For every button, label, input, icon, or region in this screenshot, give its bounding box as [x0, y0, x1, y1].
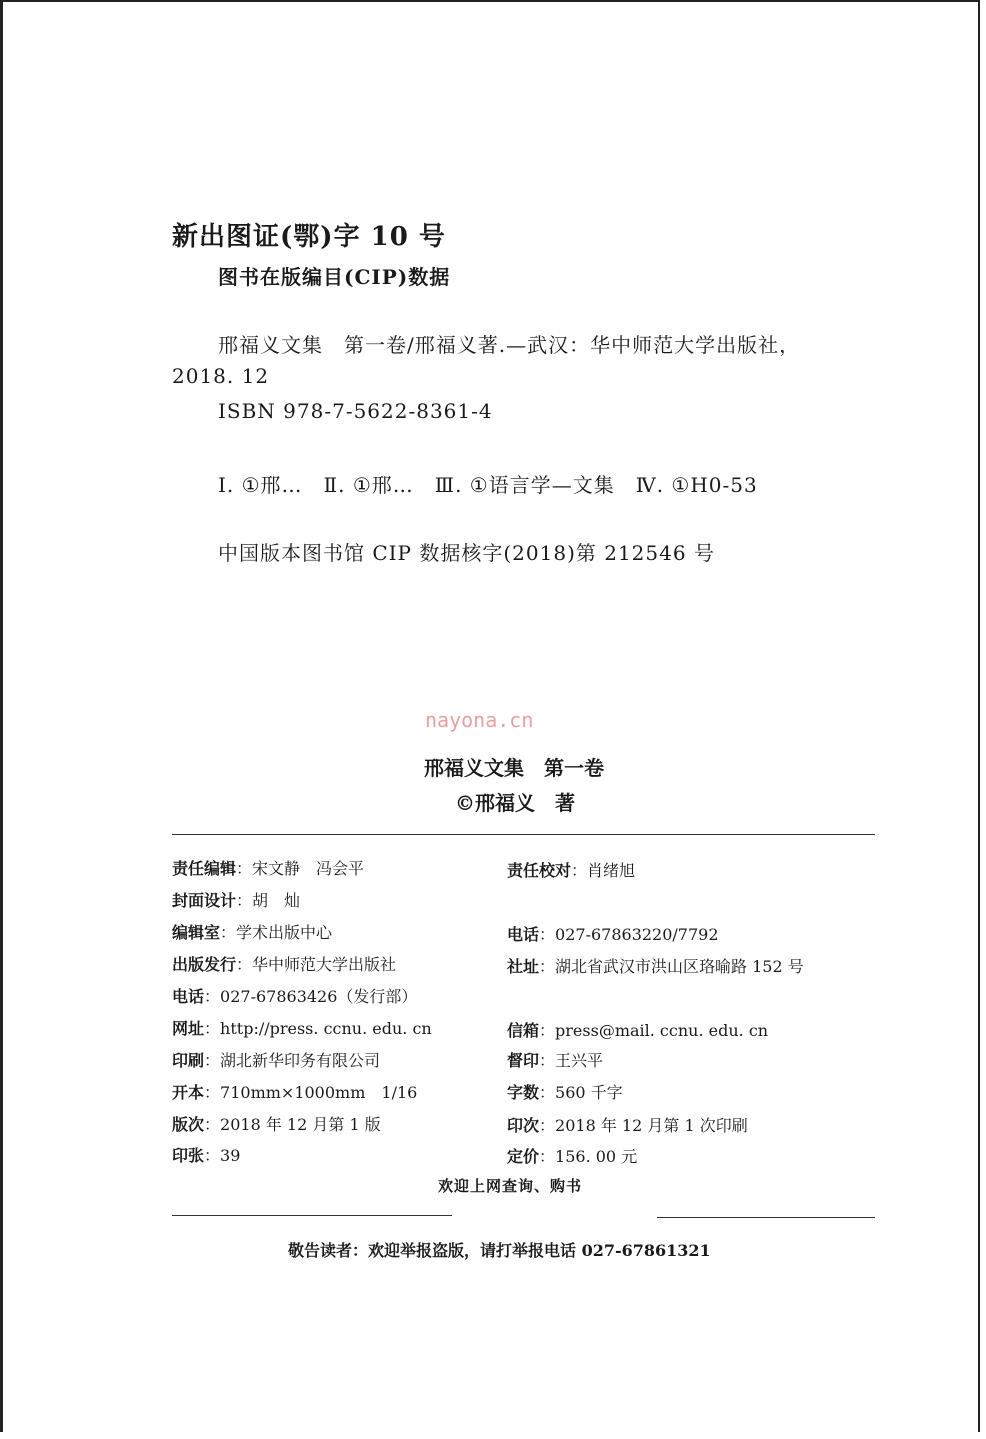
field-value: 560 千字 — [555, 1083, 623, 1102]
cip-verification: 中国版本图书馆 CIP 数据核字(2018)第 212546 号 — [218, 541, 715, 565]
field-value: 710mm×1000mm 1/16 — [220, 1083, 418, 1102]
field-value: 2018 年 12 月第 1 版 — [220, 1115, 381, 1134]
field-format: 开本：710mm×1000mm 1/16 — [172, 1083, 418, 1102]
field-value: 027-67863426（发行部） — [220, 987, 418, 1006]
field-label: 督印 — [507, 1051, 540, 1070]
field-label: 定价 — [507, 1147, 540, 1166]
field-value: 027-67863220/7792 — [555, 925, 719, 944]
field-value: 156. 00 元 — [555, 1147, 638, 1166]
field-value: 湖北新华印务有限公司 — [220, 1051, 381, 1070]
field-website: 网址：http://press. ccnu. edu. cn — [172, 1019, 432, 1038]
cip-title-line: 邢福义文集 第一卷/邢福义著.—武汉：华中师范大学出版社， — [218, 333, 801, 357]
field-printer: 印刷：湖北新华印务有限公司 — [172, 1051, 381, 1070]
field-label: 封面设计 — [172, 891, 237, 910]
field-label: 电话 — [507, 925, 540, 944]
field-sales-phone: 电话：027-67863426（发行部） — [172, 987, 418, 1006]
field-editor: 责任编辑：宋文静 冯会平 — [172, 859, 365, 878]
top-divider — [172, 834, 875, 835]
field-publisher: 出版发行：华中师范大学出版社 — [172, 955, 397, 974]
watermark: nayona.cn — [425, 708, 534, 732]
bottom-divider-left — [172, 1215, 452, 1216]
field-label: 出版发行 — [172, 955, 237, 974]
field-edition: 版次：2018 年 12 月第 1 版 — [172, 1115, 381, 1134]
field-value: 王兴平 — [555, 1051, 604, 1070]
field-value: 华中师范大学出版社 — [252, 955, 397, 974]
cip-isbn: ISBN 978-7-5622-8361-4 — [218, 399, 493, 423]
field-cover-design: 封面设计：胡 灿 — [172, 891, 301, 910]
field-label: 字数 — [507, 1083, 540, 1102]
field-value: 肖绪旭 — [587, 861, 636, 880]
field-label: 印次 — [507, 1116, 540, 1135]
cip-date-line: 2018. 12 — [172, 364, 270, 388]
field-label: 印刷 — [172, 1051, 205, 1070]
book-title: 邢福义文集 第一卷 — [424, 756, 604, 780]
field-value: press@mail. ccnu. edu. cn — [555, 1021, 769, 1040]
field-label: 编辑室 — [172, 923, 221, 942]
field-value: 宋文静 冯会平 — [252, 859, 365, 878]
field-label: 开本 — [172, 1083, 205, 1102]
publishing-permit: 新出图证(鄂)字 10 号 — [172, 222, 446, 252]
field-value: 2018 年 12 月第 1 次印刷 — [555, 1116, 748, 1135]
copyright-line: ©邢福义 著 — [455, 791, 575, 815]
field-printing: 印次：2018 年 12 月第 1 次印刷 — [507, 1116, 748, 1135]
field-value: 学术出版中心 — [236, 923, 333, 942]
field-label: 版次 — [172, 1115, 205, 1134]
field-office-phone: 电话：027-67863220/7792 — [507, 925, 719, 944]
field-label: 信箱 — [507, 1021, 540, 1040]
cip-classification: Ⅰ. ①邢… Ⅱ. ①邢… Ⅲ. ①语言学—文集 Ⅳ. ①H0-53 — [218, 473, 758, 497]
field-email: 信箱：press@mail. ccnu. edu. cn — [507, 1021, 769, 1040]
bottom-divider-right — [657, 1217, 875, 1218]
field-label: 社址 — [507, 957, 540, 976]
field-value: 39 — [220, 1146, 241, 1165]
field-sheets: 印张：39 — [172, 1146, 241, 1165]
welcome-line: 欢迎上网查询、购书 — [438, 1177, 583, 1195]
field-value: 胡 灿 — [252, 891, 301, 910]
field-price: 定价：156. 00 元 — [507, 1147, 638, 1166]
field-label: 印张 — [172, 1146, 205, 1165]
field-address: 社址：湖北省武汉市洪山区珞喻路 152 号 — [507, 957, 804, 976]
field-proofreader: 责任校对：肖绪旭 — [507, 861, 636, 880]
field-label: 责任校对 — [507, 861, 572, 880]
field-label: 责任编辑 — [172, 859, 237, 878]
field-word-count: 字数：560 千字 — [507, 1083, 623, 1102]
field-value: 湖北省武汉市洪山区珞喻路 152 号 — [555, 957, 804, 976]
field-label: 电话 — [172, 987, 205, 1006]
field-print-supervisor: 督印：王兴平 — [507, 1051, 604, 1070]
piracy-notice: 敬告读者：欢迎举报盗版，请打举报电话 027-67861321 — [288, 1241, 711, 1260]
field-value: http://press. ccnu. edu. cn — [220, 1019, 432, 1038]
cip-heading: 图书在版编目(CIP)数据 — [218, 265, 451, 289]
field-label: 网址 — [172, 1019, 205, 1038]
field-editorial-office: 编辑室：学术出版中心 — [172, 923, 333, 942]
